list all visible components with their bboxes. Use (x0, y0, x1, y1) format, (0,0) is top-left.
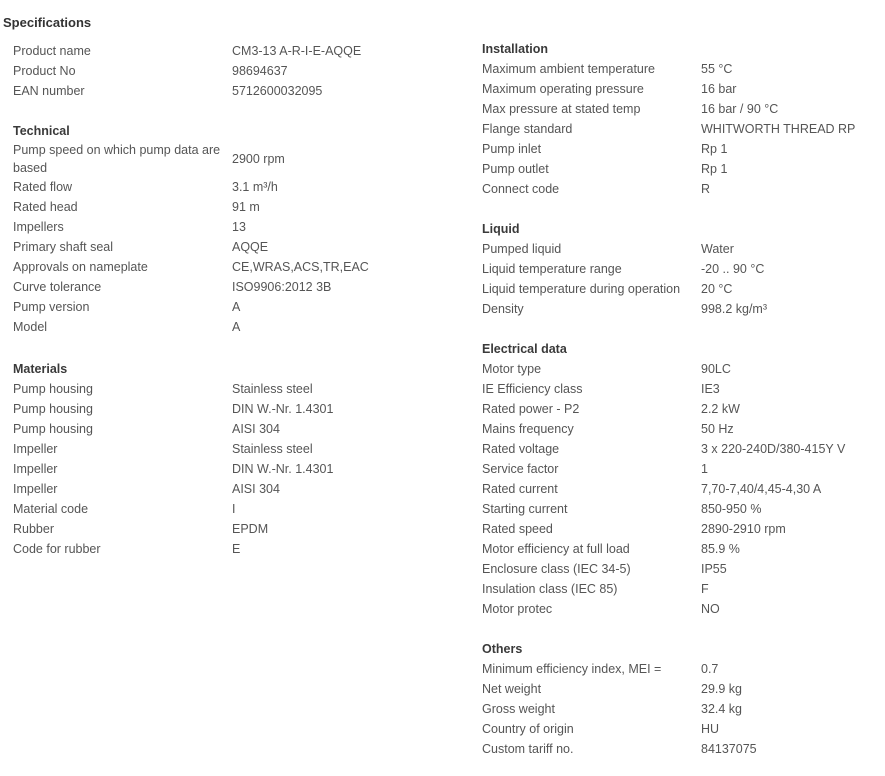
spec-label: Model (13, 320, 48, 334)
spec-row (13, 141, 463, 177)
spec-row (482, 679, 882, 699)
spec-row (13, 499, 463, 519)
spec-label: Mains frequency (482, 422, 574, 436)
spec-label: Motor type (482, 362, 542, 376)
spec-value: 98694637 (232, 64, 288, 78)
spec-row (13, 459, 463, 479)
spec-row (482, 419, 882, 439)
spec-label: Maximum ambient temperature (482, 62, 655, 76)
spec-value: I (232, 502, 236, 516)
spec-label: Impeller (13, 462, 58, 476)
spec-row (13, 519, 463, 539)
spec-value: A (232, 300, 241, 314)
spec-label: Curve tolerance (13, 280, 102, 294)
spec-row (13, 379, 463, 399)
section-title: Installation (482, 42, 548, 56)
spec-value: A (232, 320, 241, 334)
spec-row (482, 159, 882, 179)
spec-value: F (701, 582, 709, 596)
spec-row (482, 579, 882, 599)
spec-label: Flange standard (482, 122, 573, 136)
section-title: Technical (13, 124, 70, 138)
spec-value: AISI 304 (232, 422, 280, 436)
spec-label: Rated head (13, 200, 78, 214)
section-technical (13, 121, 463, 337)
spec-label: Pump outlet (482, 162, 549, 176)
spec-value: 16 bar / 90 °C (701, 102, 779, 116)
spec-row (482, 739, 882, 759)
section-general (13, 41, 463, 101)
spec-value: 5712600032095 (232, 84, 323, 98)
spec-value: WHITWORTH THREAD RP (701, 122, 856, 136)
spec-value: 91 m (232, 200, 260, 214)
spec-value: AQQE (232, 240, 269, 254)
spec-row (482, 519, 882, 539)
spec-value: HU (701, 722, 720, 736)
section-others (482, 639, 882, 759)
spec-row (482, 139, 882, 159)
spec-label: Pump housing (13, 422, 93, 436)
spec-value: -20 .. 90 °C (701, 262, 765, 276)
spec-value: 84137075 (701, 742, 757, 756)
spec-label: Impeller (13, 482, 58, 496)
spec-row (13, 479, 463, 499)
spec-row (13, 297, 463, 317)
spec-value: DIN W.-Nr. 1.4301 (232, 462, 334, 476)
spec-label: Rated voltage (482, 442, 560, 456)
spec-value: 3.1 m³/h (232, 180, 278, 194)
spec-label: Enclosure class (IEC 34-5) (482, 562, 631, 576)
spec-row (482, 59, 882, 79)
spec-value: R (701, 182, 711, 196)
spec-row (482, 379, 882, 399)
spec-value: Stainless steel (232, 442, 313, 456)
spec-label: Insulation class (IEC 85) (482, 582, 618, 596)
spec-row (13, 439, 463, 459)
spec-value: 13 (232, 220, 246, 234)
spec-value: 2900 rpm (232, 152, 285, 166)
spec-label: Rated current (482, 482, 558, 496)
spec-row (482, 279, 882, 299)
spec-row (13, 177, 463, 197)
spec-label: Material code (13, 502, 89, 516)
spec-value: 16 bar (701, 82, 737, 96)
spec-row (482, 479, 882, 499)
spec-row (482, 719, 882, 739)
page-title: Specifications (3, 15, 92, 30)
spec-label: Primary shaft seal (13, 240, 114, 254)
spec-row (482, 359, 882, 379)
section-electrical-data (482, 339, 882, 619)
spec-value: 90LC (701, 362, 731, 376)
spec-label: Product name (13, 44, 91, 58)
spec-label: Rated flow (13, 180, 73, 194)
spec-value: 7,70-7,40/4,45-4,30 A (701, 482, 822, 496)
spec-row (482, 99, 882, 119)
spec-value: Rp 1 (701, 162, 728, 176)
spec-row (13, 317, 463, 337)
spec-value: Water (701, 242, 734, 256)
spec-row (13, 197, 463, 217)
spec-label: Country of origin (482, 722, 574, 736)
spec-value: AISI 304 (232, 482, 280, 496)
spec-label: Pump version (13, 300, 90, 314)
spec-row (482, 179, 882, 199)
spec-label: Motor protec (482, 602, 553, 616)
spec-value: 2890-2910 rpm (701, 522, 786, 536)
spec-value: ISO9906:2012 3B (232, 280, 332, 294)
spec-value: 850-950 % (701, 502, 762, 516)
section-title: Materials (13, 362, 68, 376)
spec-label: Liquid temperature during operation (482, 282, 681, 296)
spec-label: Minimum efficiency index, MEI = (482, 662, 662, 676)
spec-label: Pump speed on which pump data are based (13, 143, 221, 175)
spec-row (482, 699, 882, 719)
spec-row (13, 399, 463, 419)
spec-label: Connect code (482, 182, 560, 196)
spec-value: 50 Hz (701, 422, 734, 436)
spec-value: 3 x 220-240D/380-415Y V (701, 442, 846, 456)
spec-label: Liquid temperature range (482, 262, 622, 276)
spec-value: 998.2 kg/m³ (701, 302, 768, 316)
spec-value: 0.7 (701, 662, 719, 676)
spec-value: 20 °C (701, 282, 733, 296)
spec-row (482, 559, 882, 579)
spec-value: 1 (701, 462, 708, 476)
spec-value: IP55 (701, 562, 727, 576)
spec-value: 32.4 kg (701, 702, 743, 716)
section-liquid (482, 219, 882, 319)
spec-label: IE Efficiency class (482, 382, 583, 396)
spec-value: EPDM (232, 522, 269, 536)
spec-label: Starting current (482, 502, 568, 516)
section-title: Liquid (482, 222, 520, 236)
spec-value: Rp 1 (701, 142, 728, 156)
spec-value: 29.9 kg (701, 682, 743, 696)
spec-row (13, 539, 463, 559)
spec-row (482, 259, 882, 279)
spec-row (482, 459, 882, 479)
spec-label: Motor efficiency at full load (482, 542, 630, 556)
spec-row (13, 217, 463, 237)
spec-row (13, 419, 463, 439)
spec-value: Stainless steel (232, 382, 313, 396)
spec-row (482, 659, 882, 679)
spec-row (13, 41, 463, 61)
spec-label: Pump housing (13, 382, 93, 396)
spec-row (482, 439, 882, 459)
spec-label: Rated power - P2 (482, 402, 580, 416)
spec-label: Custom tariff no. (482, 742, 574, 756)
spec-label: Code for rubber (13, 542, 101, 556)
spec-row (482, 599, 882, 619)
spec-row (482, 539, 882, 559)
spec-value: DIN W.-Nr. 1.4301 (232, 402, 334, 416)
spec-label: Impeller (13, 442, 58, 456)
section-title: Electrical data (482, 342, 567, 356)
spec-label: EAN number (13, 84, 85, 98)
spec-value: E (232, 542, 241, 556)
spec-value: 55 °C (701, 62, 733, 76)
spec-label: Pump inlet (482, 142, 542, 156)
spec-row (482, 299, 882, 319)
spec-row (482, 499, 882, 519)
spec-label: Impellers (13, 220, 64, 234)
section-installation (482, 39, 882, 199)
spec-label: Gross weight (482, 702, 555, 716)
spec-row (13, 277, 463, 297)
spec-label: Pumped liquid (482, 242, 562, 256)
spec-label: Rated speed (482, 522, 553, 536)
spec-value: 2.2 kW (701, 402, 740, 416)
section-materials (13, 359, 463, 559)
spec-label: Net weight (482, 682, 542, 696)
spec-value: NO (701, 602, 720, 616)
spec-row (482, 399, 882, 419)
spec-row (13, 61, 463, 81)
spec-row (13, 237, 463, 257)
spec-label: Rubber (13, 522, 54, 536)
spec-row (13, 257, 463, 277)
spec-value: 85.9 % (701, 542, 740, 556)
section-title: Others (482, 642, 523, 656)
spec-row (13, 81, 463, 101)
spec-value: IE3 (701, 382, 720, 396)
spec-row (482, 79, 882, 99)
spec-label: Approvals on nameplate (13, 260, 148, 274)
spec-label: Product No (13, 64, 76, 78)
spec-label: Pump housing (13, 402, 93, 416)
spec-label: Maximum operating pressure (482, 82, 644, 96)
spec-value: CE,WRAS,ACS,TR,EAC (232, 260, 369, 274)
spec-value: CM3-13 A-R-I-E-AQQE (232, 44, 362, 58)
spec-row (482, 119, 882, 139)
spec-label: Service factor (482, 462, 559, 476)
spec-label: Density (482, 302, 524, 316)
spec-label: Max pressure at stated temp (482, 102, 641, 116)
spec-row (482, 239, 882, 259)
